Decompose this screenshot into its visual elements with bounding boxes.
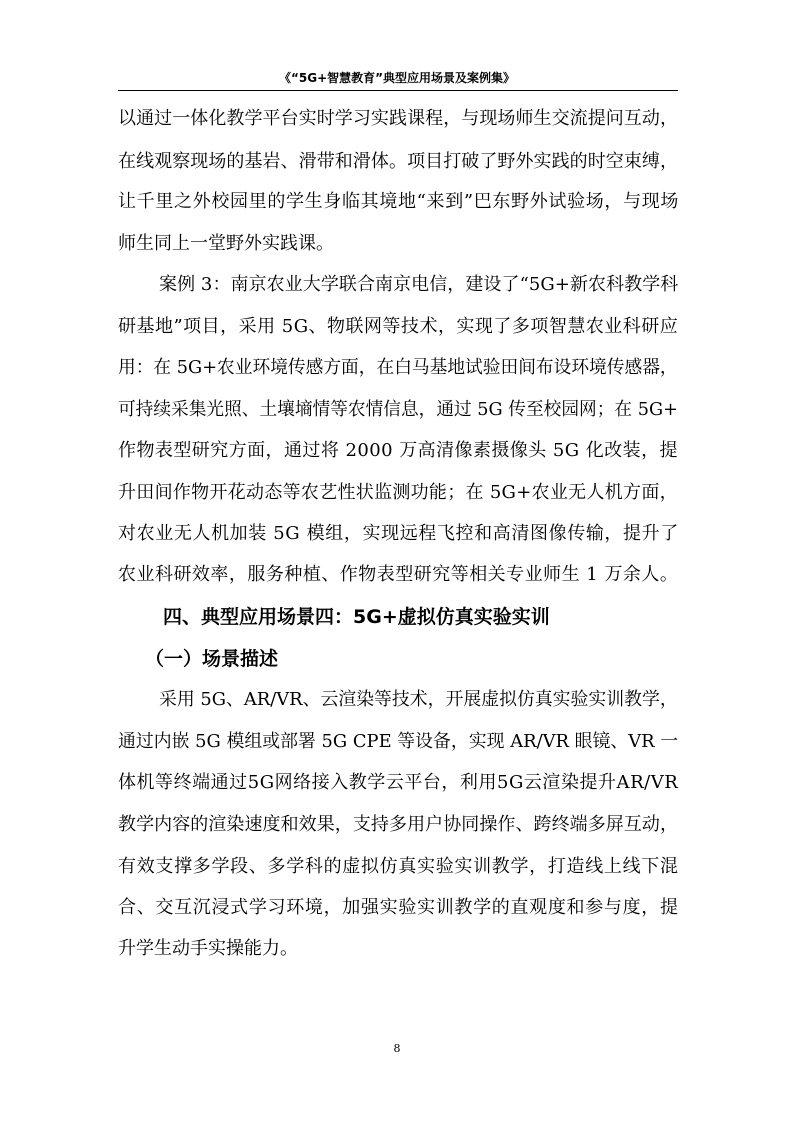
subsection-heading: （一）场景描述 — [145, 648, 279, 670]
paragraph-2-line-3: 用：在 5G+农业环境传感方面，在白马基地试验田间布设环境传感器， — [118, 357, 678, 378]
section-heading: 四、典型应用场景四：5G+虚拟仿真实验实训 — [163, 606, 550, 628]
paragraph-3-line-4: 教学内容的渲染速度和效果，支持多用户协同操作、跨终端多屏互动， — [118, 814, 679, 835]
paragraph-1-line-2: 在线观察现场的基岩、滑带和滑体。项目打破了野外实践的时空束缚， — [118, 151, 679, 172]
paragraph-3-line-5: 有效支撑多学段、多学科的虚拟仿真实验实训教学，打造线上线下混 — [118, 856, 679, 877]
paragraph-3-line-2: 通过内嵌 5G 模组或部署 5G CPE 等设备，实现 AR/VR 眼镜、VR 一 — [118, 731, 679, 752]
paragraph-1-line-4: 师生同上一堂野外实践课。 — [118, 233, 334, 254]
paragraph-2-line-6: 升田间作物开花动态等农艺性状监测功能；在 5G+农业无人机方面， — [118, 482, 678, 503]
page-number: 8 — [393, 1042, 401, 1055]
paragraph-2-line-8: 农业科研效率，服务种植、作物表型研究等相关专业师生 1 万余人。 — [118, 564, 679, 585]
paragraph-2-line-2: 研基地”项目，采用 5G、物联网等技术，实现了多项智慧农业科研应 — [118, 316, 679, 337]
header-divider — [118, 90, 678, 91]
paragraph-3-line-6: 合、交互沉浸式学习环境，加强实验实训教学的直观度和参与度，提 — [118, 897, 679, 918]
paragraph-3-line-7: 升学生动手实操能力。 — [118, 938, 298, 959]
paragraph-3-line-1: 采用 5G、AR/VR、云渲染等技术，开展虚拟仿真实验实训教学， — [159, 689, 678, 710]
paragraph-2-line-4: 可持续采集光照、土壤墒情等农情信息，通过 5G 传至校园网；在 5G+ — [118, 399, 678, 420]
paragraph-1-line-3: 让千里之外校园里的学生身临其境地“来到”巴东野外试验场，与现场 — [118, 191, 680, 212]
running-header: 《“5G+智慧教育”典型应用场景及案例集》 — [278, 71, 516, 85]
paragraph-1-line-1: 以通过一体化教学平台实时学习实践课程，与现场师生交流提问互动， — [118, 108, 679, 129]
paragraph-2-line-7: 对农业无人机加装 5G 模组，实现远程飞控和高清图像传输，提升了 — [118, 523, 679, 544]
paragraph-2-line-5: 作物表型研究方面，通过将 2000 万高清像素摄像头 5G 化改装，提 — [118, 440, 678, 461]
paragraph-3-line-3: 体机等终端通过5G网络接入教学云平台，利用5G云渲染提升AR/VR — [118, 772, 679, 793]
paragraph-2-line-1: 案例 3：南京农业大学联合南京电信，建设了“5G+新农科教学科 — [159, 274, 679, 295]
